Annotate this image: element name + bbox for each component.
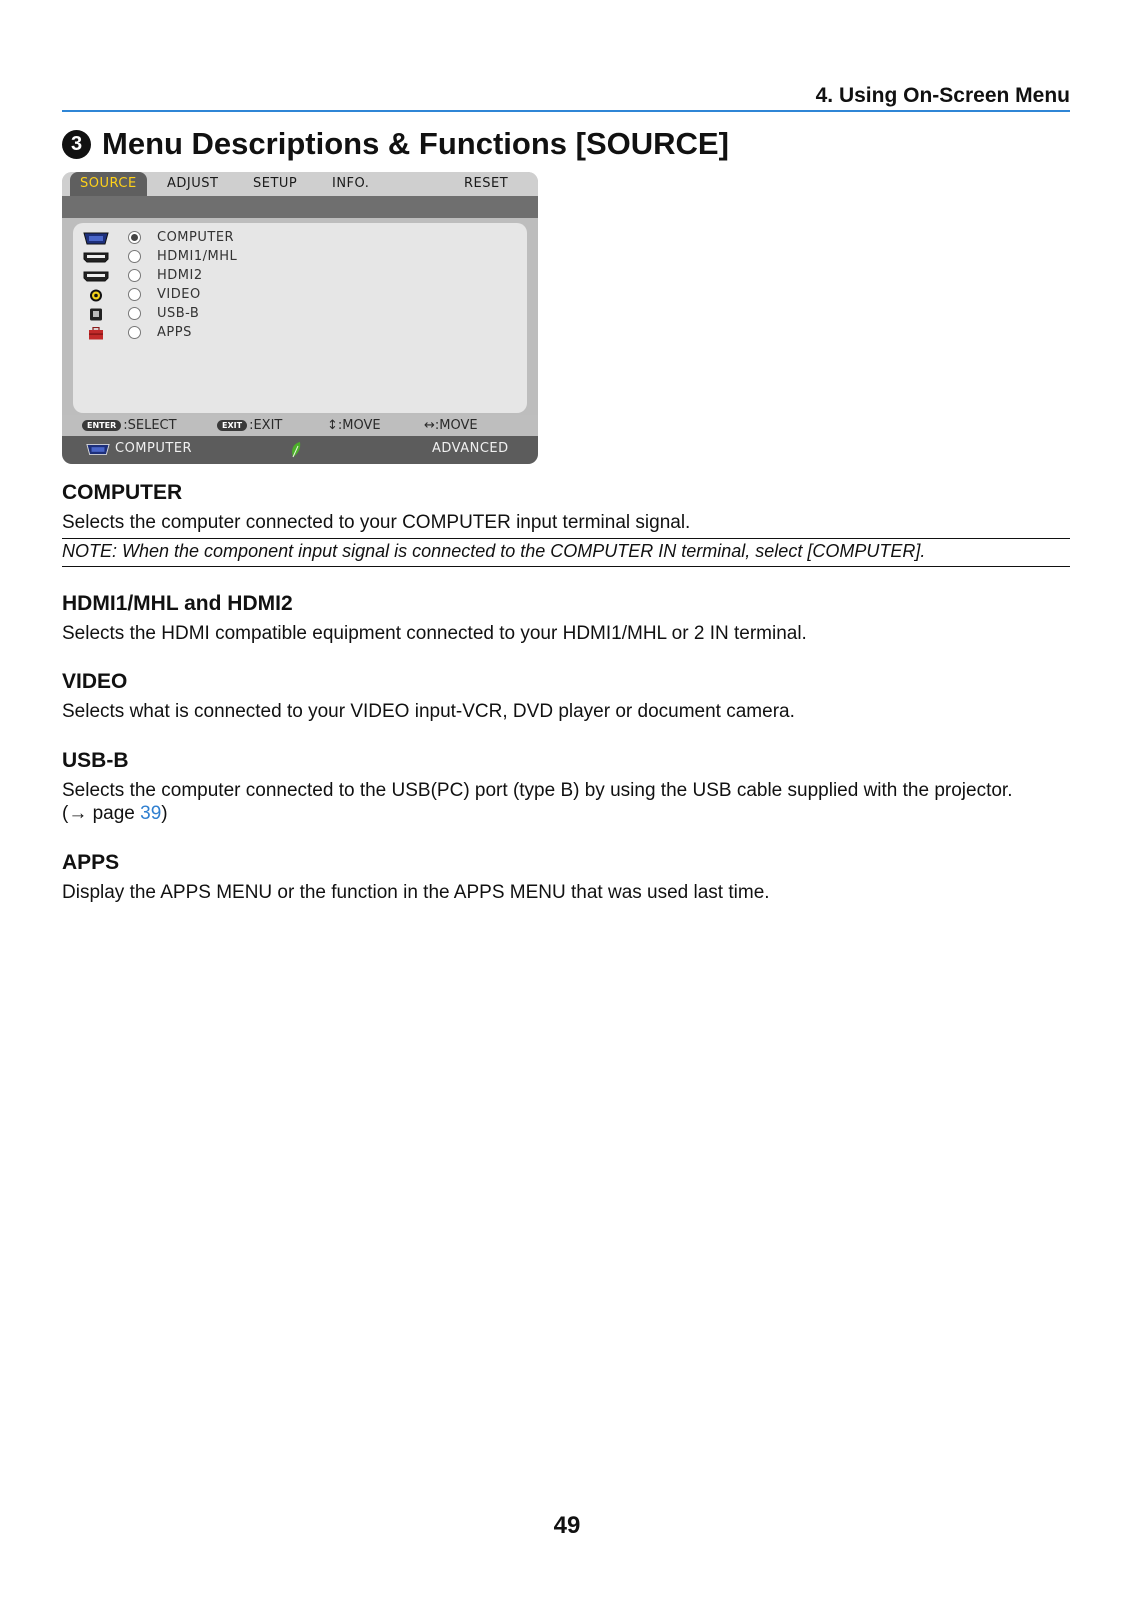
section-body-hdmi: Selects the HDMI compatible equipment connected to your HDMI1/MHL or 2 IN terminal.: [62, 623, 807, 644]
radio-icon[interactable]: [128, 307, 141, 320]
osd-source-label: APPS: [157, 325, 192, 340]
computer-port-icon: [83, 232, 109, 245]
page-ref-link[interactable]: 39: [140, 803, 162, 824]
osd-source-hdmi1[interactable]: [73, 248, 373, 267]
osd-source-label: HDMI2: [157, 268, 203, 283]
osd-source-usb-b[interactable]: [73, 305, 373, 324]
note-rule-top: [62, 538, 1070, 539]
section-heading-computer: COMPUTER: [62, 481, 183, 504]
video-port-icon: [83, 289, 109, 302]
guide-exit: [217, 415, 282, 436]
osd-menu-screenshot: [62, 172, 538, 464]
computer-port-icon: [86, 443, 110, 456]
running-header: 4. Using On-Screen Menu: [815, 84, 1070, 107]
title-text: Menu Descriptions & Functions [SOURCE]: [102, 126, 729, 161]
guide-select: [82, 415, 177, 436]
guide-move-updown: ↕:MOVE: [327, 418, 381, 433]
osd-source-video[interactable]: [73, 286, 373, 305]
page-reference: [62, 802, 1072, 826]
radio-icon[interactable]: [128, 288, 141, 301]
section-body-video: Selects what is connected to your VIDEO input-VCR, DVD player or document camera.: [62, 701, 795, 722]
hdmi-port-icon: [83, 251, 109, 264]
radio-icon[interactable]: [128, 250, 141, 263]
hdmi-port-icon: [83, 270, 109, 283]
page-title: [62, 124, 729, 164]
section-body-computer: Selects the computer connected to your COMPUTER input terminal signal.: [62, 512, 691, 533]
osd-source-label: COMPUTER: [157, 230, 235, 245]
header-rule: [62, 110, 1070, 112]
guide-move-leftright: ↔:MOVE: [424, 418, 478, 433]
exit-key-icon: EXIT: [217, 420, 247, 431]
osd-source-hdmi2[interactable]: [73, 267, 373, 286]
enter-key-icon: ENTER: [82, 420, 121, 431]
status-mode: ADVANCED: [432, 441, 509, 456]
osd-source-apps[interactable]: [73, 324, 373, 343]
osd-source-label: HDMI1/MHL: [157, 249, 238, 264]
eco-leaf-icon: [290, 441, 302, 459]
osd-tab-info[interactable]: INFO.: [332, 176, 370, 191]
osd-tab-reset[interactable]: RESET: [464, 176, 509, 191]
osd-status-bar: [62, 436, 538, 464]
section-heading-hdmi: HDMI1/MHL and HDMI2: [62, 592, 293, 615]
section-heading-video: VIDEO: [62, 670, 128, 693]
radio-icon[interactable]: [128, 269, 141, 282]
osd-source-computer[interactable]: [73, 229, 373, 248]
section-body-apps: Display the APPS MENU or the function in the APPS MENU that was used last time.: [62, 882, 770, 903]
title-number-badge: 3: [62, 130, 91, 159]
page-ref-prefix: (→ page: [62, 803, 141, 824]
note-rule-bottom: [62, 566, 1070, 567]
note-computer: NOTE: When the component input signal is connected to the COMPUTER IN terminal, select [COMPUTER].: [62, 541, 926, 561]
page-number: 49: [553, 1512, 581, 1539]
section-heading-apps: APPS: [62, 851, 120, 874]
osd-source-label: VIDEO: [157, 287, 201, 302]
section-body-usb-b: Selects the computer connected to the USB(PC) port (type B) by using the USB cable supplied with the projector.: [62, 780, 1013, 801]
osd-key-guide: [62, 415, 538, 436]
section-heading-usb-b: USB-B: [62, 749, 129, 772]
osd-source-label: USB-B: [157, 306, 200, 321]
osd-band: [62, 196, 538, 218]
osd-tab-source[interactable]: SOURCE: [70, 172, 147, 196]
page-ref-suffix: ): [161, 803, 168, 824]
radio-icon[interactable]: [128, 326, 141, 339]
guide-select-text: :SELECT: [123, 418, 177, 433]
radio-selected-icon[interactable]: [128, 231, 141, 244]
apps-toolbox-icon: [83, 327, 109, 340]
osd-tab-setup[interactable]: SETUP: [253, 176, 298, 191]
guide-exit-text: :EXIT: [249, 418, 283, 433]
usb-b-port-icon: [83, 308, 109, 321]
status-input: COMPUTER: [115, 441, 193, 456]
osd-tab-adjust[interactable]: ADJUST: [167, 176, 219, 191]
osd-source-list: [73, 223, 527, 413]
osd-tab-bar: [62, 172, 538, 196]
